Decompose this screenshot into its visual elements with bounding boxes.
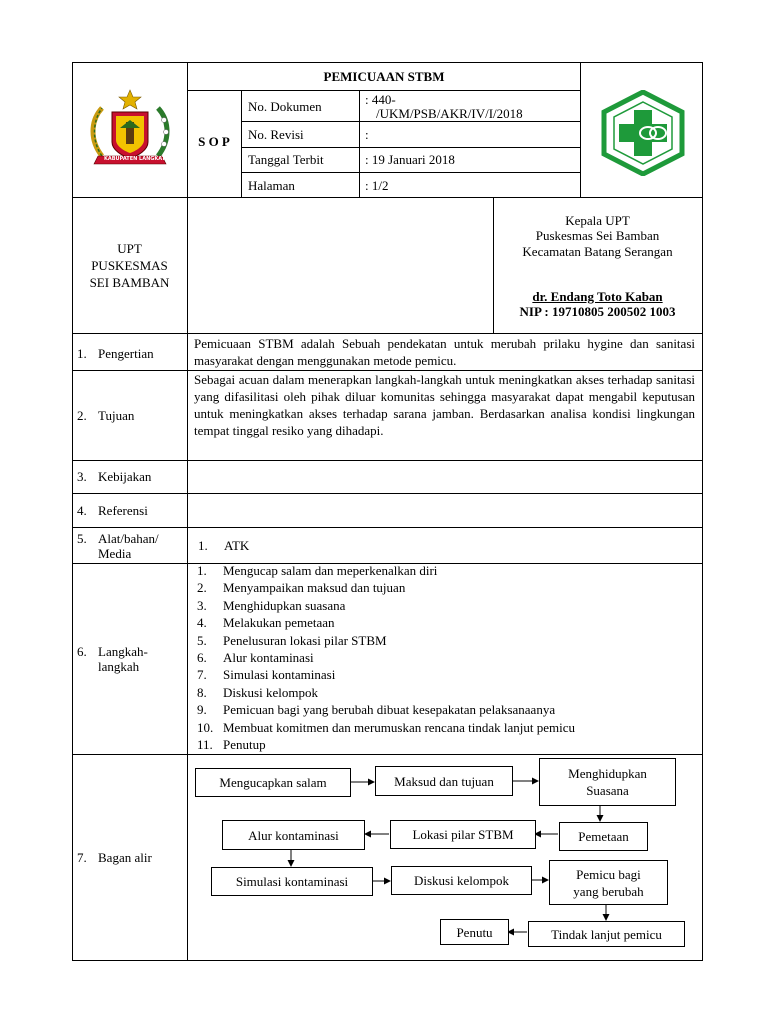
flow-node-tindak: Tindak lanjut pemicu	[528, 921, 685, 947]
signature-title-2: Puskesmas Sei Bamban	[535, 228, 660, 243]
list-item: 2. Menyampaikan maksud dan tujuan	[197, 580, 406, 596]
regency-logo-text: KABUPATEN LANGKAT	[104, 156, 166, 162]
list-item: 5. Penelusuran lokasi pilar STBM	[197, 632, 387, 648]
list-item: 1. Mengucap salam dan meperkenalkan diri	[197, 563, 438, 578]
list-item: 9. Pemicuan bagi yang berubah dibuat kesepakatan pelaksanaanya	[197, 702, 556, 718]
section-number-alat: 5.	[77, 531, 87, 546]
section-label-kebijakan: Kebijakan	[98, 469, 152, 484]
section-label-langkah-1: Langkah-	[98, 644, 148, 659]
flow-node-penutup: Penutu	[440, 919, 509, 945]
meta-value-no-dokumen-2: /UKM/PSB/AKR/IV/I/2018	[376, 106, 523, 121]
list-item: 6. Alur kontaminasi	[197, 649, 314, 665]
flow-node-hidup-line-1: Menghidupkan	[568, 766, 647, 781]
meta-label-no-revisi: No. Revisi	[248, 127, 304, 142]
alat-item-text: ATK	[224, 538, 250, 553]
flow-node-pemetaan: Pemetaan	[559, 822, 648, 851]
flow-node-hidup-line-2: Suasana	[586, 783, 629, 798]
list-item: 3. Menghidupkan suasana	[197, 597, 346, 613]
section-label-pengertian: Pengertian	[98, 346, 154, 361]
section-number-tujuan: 2.	[77, 408, 87, 423]
section-number-pengertian: 1.	[77, 346, 87, 361]
meta-value-no-dokumen-1: : 440-	[365, 92, 396, 107]
flow-node-lokasi: Lokasi pilar STBM	[390, 820, 536, 849]
section-label-langkah-2: langkah	[98, 659, 140, 674]
section-number-kebijakan: 3.	[77, 469, 87, 484]
signatory-name: dr. Endang Toto Kaban	[532, 289, 663, 304]
section-label-alat-2: Media	[98, 546, 132, 561]
sop-label: S O P	[198, 134, 230, 149]
section-number-referensi: 4.	[77, 503, 87, 518]
flow-node-pemicu-line-2: yang berubah	[573, 883, 644, 899]
flow-node-hidup	[539, 758, 676, 806]
meta-label-no-dokumen: No. Dokumen	[248, 99, 322, 114]
meta-label-tanggal-terbit: Tanggal Terbit	[248, 152, 324, 167]
document-title: PEMICUAAN STBM	[323, 69, 445, 84]
section-number-langkah: 6.	[77, 644, 87, 659]
signature-title-1: Kepala UPT	[565, 213, 630, 228]
flow-node-maksud: Maksud dan tujuan	[375, 766, 513, 796]
flow-node-pemicu-line-1: Pemicu bagi	[576, 866, 641, 882]
list-item: 4. Melakukan pemetaan	[197, 615, 335, 631]
section-number-bagan: 7.	[77, 850, 87, 865]
list-item: 11. Penutup	[197, 736, 266, 752]
signature-title-3: Kecamatan Batang Serangan	[522, 244, 673, 259]
section-label-alat-1: Alat/bahan/	[98, 531, 159, 546]
meta-value-halaman: : 1/2	[365, 178, 389, 193]
alat-item-number: 1.	[198, 538, 208, 553]
flow-node-diskusi: Diskusi kelompok	[391, 866, 532, 895]
flow-node-simulasi: Simulasi kontaminasi	[211, 867, 373, 896]
institution-line-3: SEI BAMBAN	[89, 275, 170, 290]
meta-label-halaman: Halaman	[248, 178, 295, 193]
meta-value-no-revisi: :	[365, 127, 369, 142]
list-item: 7. Simulasi kontaminasi	[197, 667, 336, 683]
flow-node-pemicu	[549, 860, 668, 905]
tujuan-text: Sebagai acuan dalam menerapkan langkah-langkah untuk meningkatkan akses terhadap sanitasi yang difasilitasi oleh pihak diluar komunitas sehingga masyarakat dapat mengabil keputusan untuk meningkatkan akses terhadap sarana jamban. Berdasarkan analisa kondisi lingkungan tempat tinggal resiko yang dihadapi.	[194, 372, 695, 438]
institution-line-1: UPT	[117, 241, 142, 256]
flow-node-alur: Alur kontaminasi	[222, 820, 365, 850]
flow-node-salam: Mengucapkan salam	[195, 768, 351, 797]
pengertian-text: Pemicuaan STBM adalah Sebuah pendekatan untuk merubah prilaku hygine dan sanitasi masyarakat dengan menggunakan metode pemicu.	[194, 336, 695, 368]
section-label-referensi: Referensi	[98, 503, 148, 518]
signatory-nip: NIP : 19710805 200502 1003	[519, 304, 676, 319]
meta-value-tanggal-terbit: : 19 Januari 2018	[365, 152, 455, 167]
list-item: 8. Diskusi kelompok	[197, 684, 318, 700]
institution-line-2: PUSKESMAS	[91, 258, 168, 273]
section-label-bagan: Bagan alir	[98, 850, 152, 865]
section-label-tujuan: Tujuan	[98, 408, 135, 423]
list-item: 10. Membuat komitmen dan merumuskan rencana tindak lanjut pemicu	[197, 719, 575, 735]
